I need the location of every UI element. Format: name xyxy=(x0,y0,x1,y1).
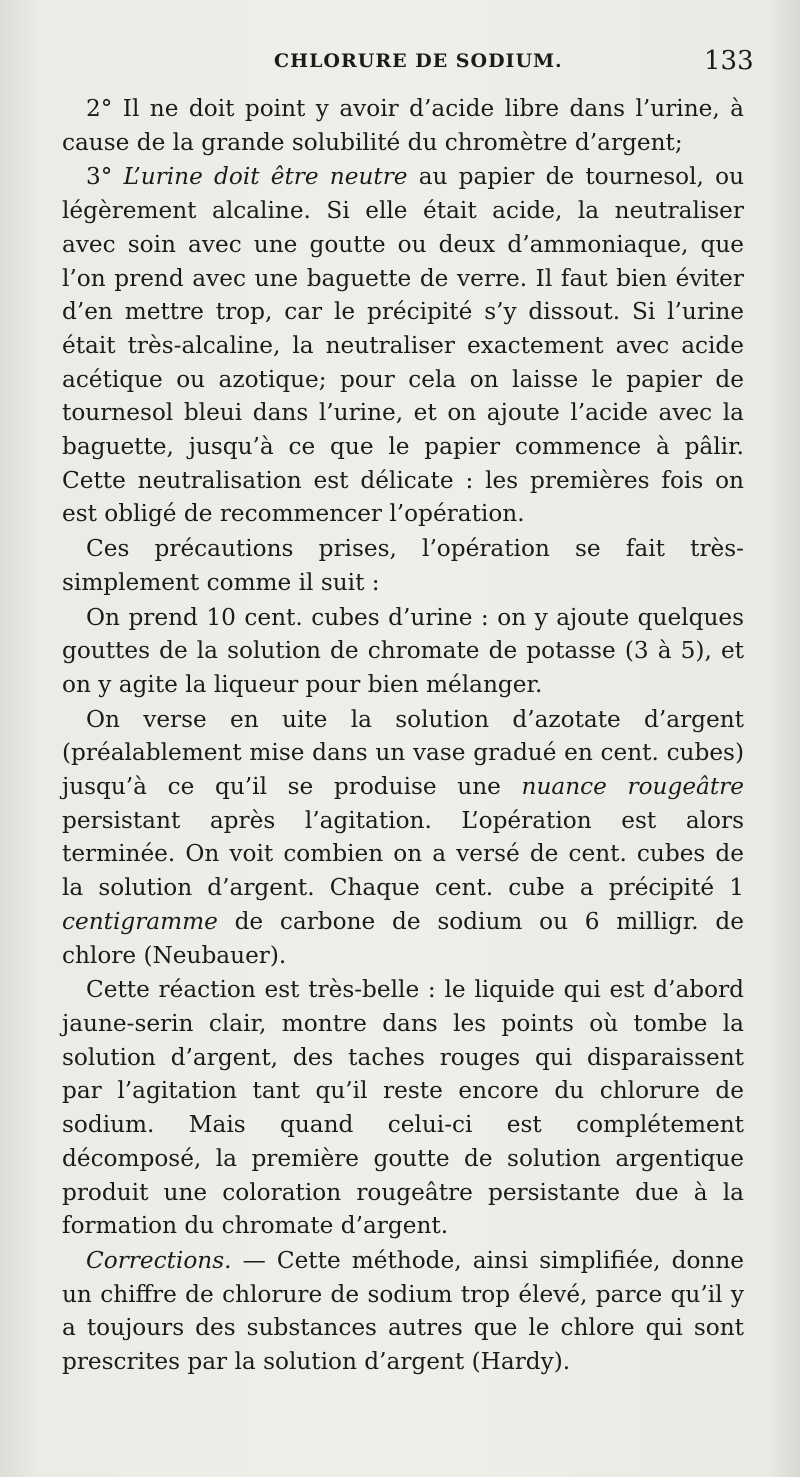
italic-phrase: centigramme xyxy=(62,907,218,935)
paragraph-procedure xyxy=(62,601,744,702)
paragraph-text: de carbone de sodium ou 6 milligr. de chlore (Neubauer). xyxy=(62,907,744,969)
paragraph-acid-free xyxy=(62,92,744,159)
italic-phrase: nuance rougeâtre xyxy=(521,773,744,801)
paragraph-text: On verse en uite la solution d’azotate d’argent (préalablement mise dans un vase gradué en cent. cubes) jusqu’à ce qu’il se produise une xyxy=(62,705,744,801)
italic-lead: L’urine doit être neutre xyxy=(123,163,408,191)
body-text xyxy=(62,92,744,1379)
page-header xyxy=(0,46,800,84)
paragraph-reaction xyxy=(62,973,744,1243)
paragraph-neutral-urine xyxy=(62,160,744,531)
page-number: 133 xyxy=(704,46,754,76)
italic-lead: Corrections. xyxy=(86,1246,232,1274)
running-title: CHLORURE DE SODIUM. xyxy=(274,50,563,72)
paragraph-text: 2° Il ne doit point y avoir d’acide libre dans l’urine, à cause de la grande solubilité du chromètre d’argent; xyxy=(62,95,744,156)
paragraph-text: au papier de tournesol, ou légèrement alcaline. Si elle était acide, la neutraliser avec soin avec une goutte ou deux d’ammoniaque, que l’on prend avec une baguette de verre. Il faut bien éviter d’en mettre trop, car le précipité s’y dissout. Si l’urine était très-alcaline, la neutraliser exactement avec acide acétique ou azotique; pour cela on laisse le papier de tournesol bleui dans l’urine, et on ajoute l’acide avec la baguette, jusqu’à ce que le papier commence à pâlir. Cette neutralisation est délicate : les premières fois on est obligé de recommencer l’opération. xyxy=(62,163,745,528)
paragraph-text: Cette réaction est très-belle : le liquide qui est d’abord jaune-serin clair, montre dans les points où tombe la solution d’argent, des taches rouges qui disparaissent par l’agitation tant qu’il reste encore du chlorure de sodium. Mais quand celui-ci est complétement décomposé, la première goutte de solution argentique produit une coloration rougeâtre persistante due à la formation du chromate d’argent. xyxy=(62,976,744,1240)
paragraph-precautions xyxy=(62,532,744,599)
paragraph-titration xyxy=(62,703,744,973)
paragraph-text: Ces précautions prises, l’opération se fait très-simplement comme il suit : xyxy=(62,535,744,596)
paragraph-text: On prend 10 cent. cubes d’urine : on y ajoute quelques gouttes de la solution de chromate de potasse (3 à 5), et on y agite la liqueur pour bien mélanger. xyxy=(62,603,744,698)
paragraph-text: persistant après l’agitation. L’opération est alors terminée. On voit combien on a versé de cent. cubes de la solution d’argent. Chaque cent. cube a précipité 1 xyxy=(62,806,744,902)
paragraph-corrections xyxy=(62,1244,744,1379)
paragraph-text: — Cette méthode, ainsi simplifiée, donne un chiffre de chlorure de sodium trop élevé, parce qu’il y a toujours des substances autres que le chlore qui sont prescrites par la solution d’argent (Hardy). xyxy=(62,1246,744,1376)
paragraph-prefix: 3° xyxy=(86,163,124,191)
